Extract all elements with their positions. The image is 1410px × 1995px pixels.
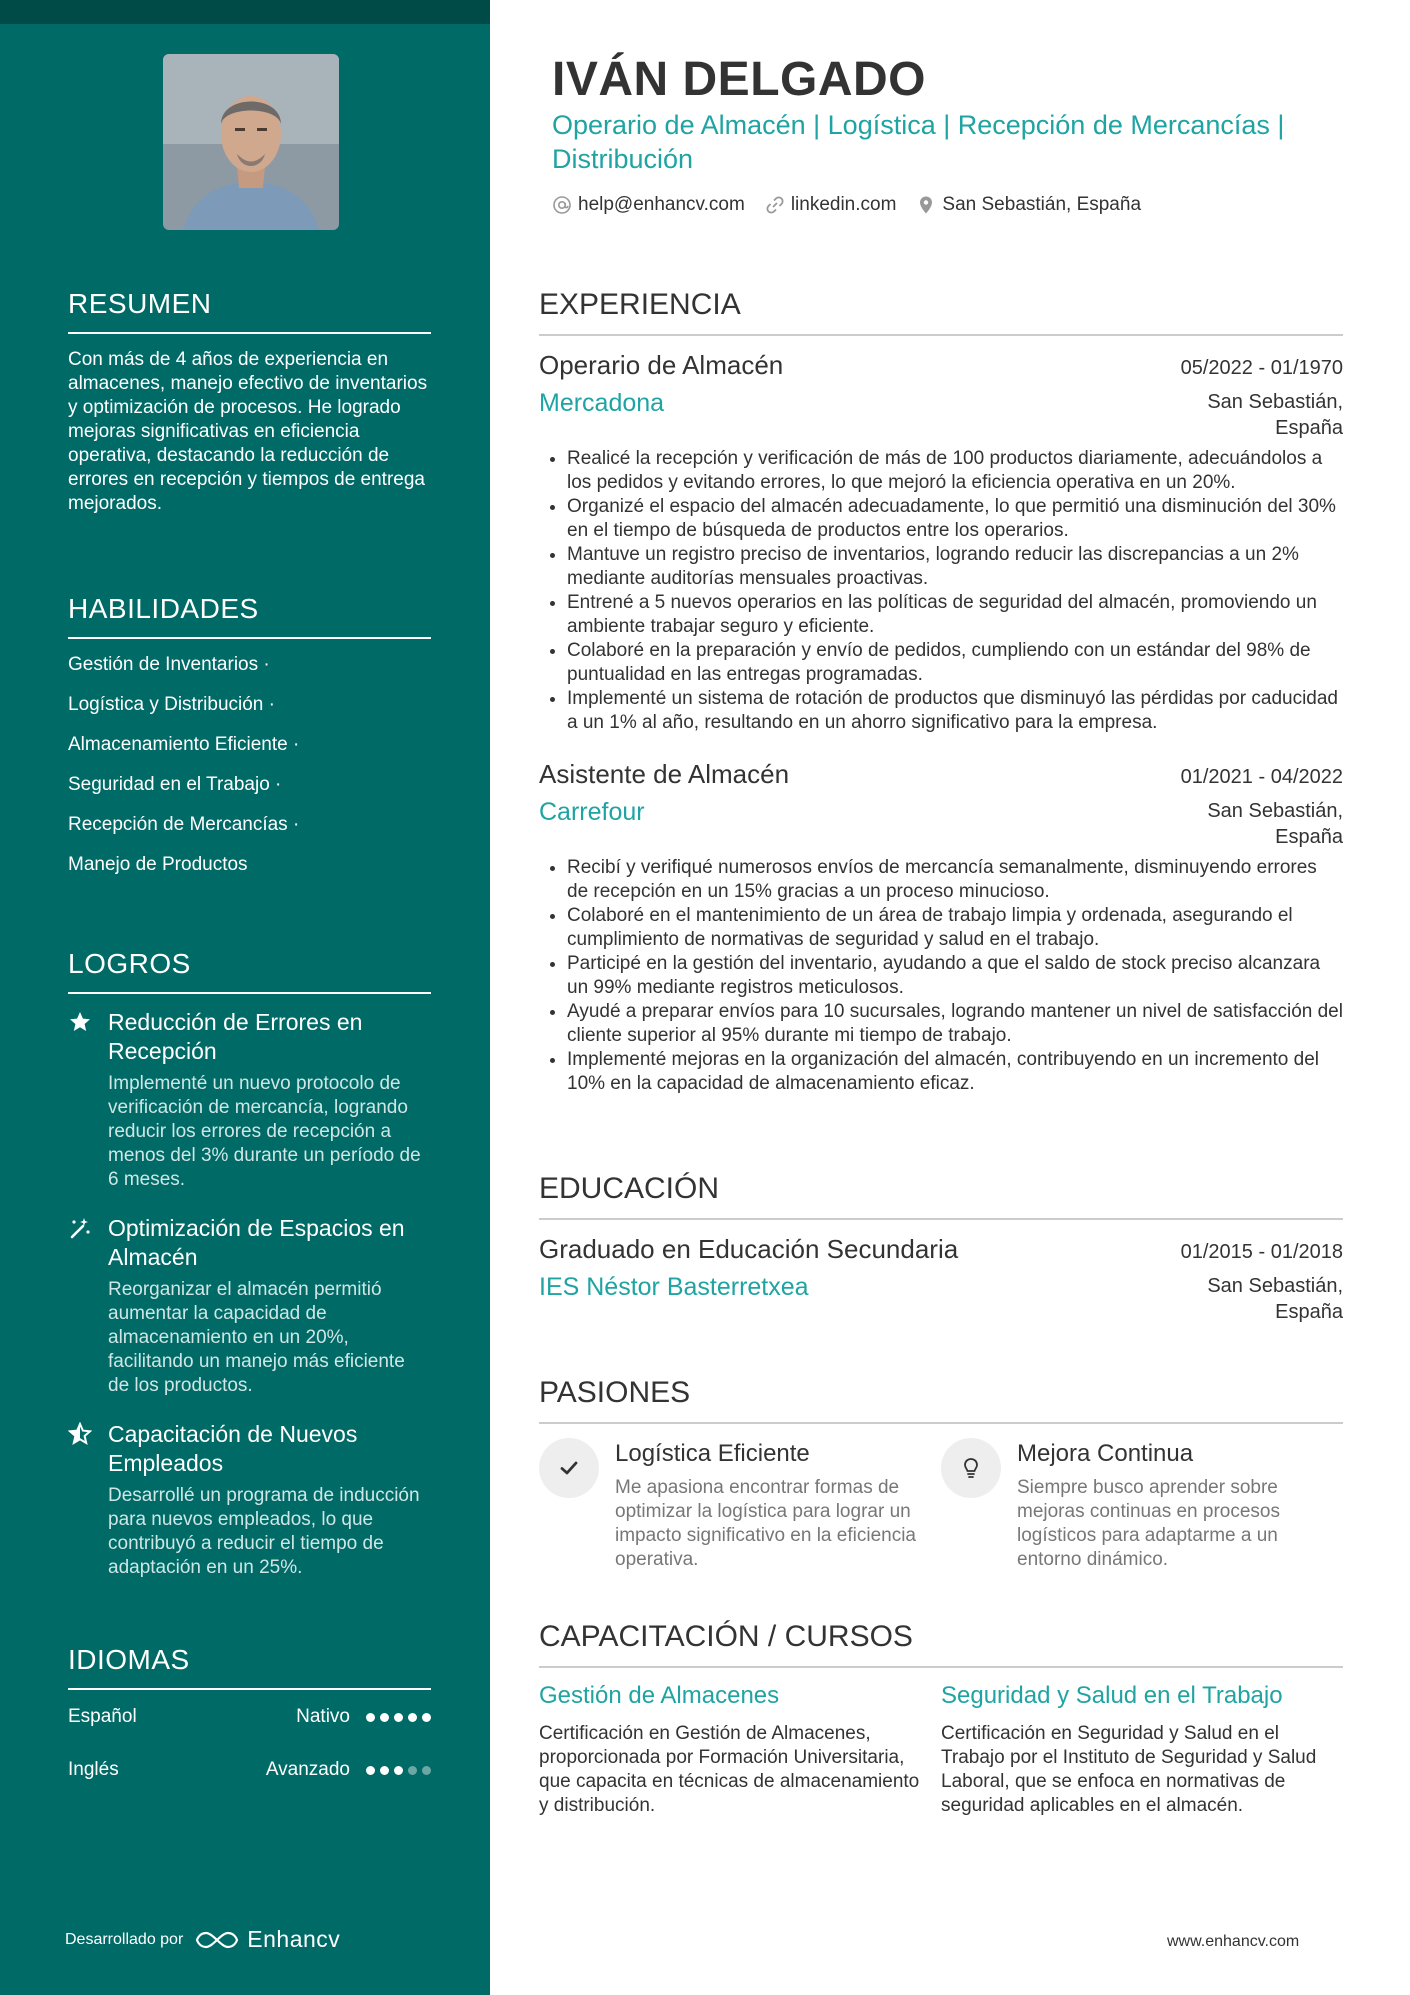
rating-dot bbox=[394, 1713, 403, 1722]
at-icon bbox=[552, 195, 572, 215]
job-bullets bbox=[539, 447, 1343, 735]
course-item bbox=[539, 1682, 941, 1818]
company-name: Mercadona bbox=[539, 389, 665, 417]
bullet-item: • Participé en la gestión del inventario, ayudando a que el saldo de stock preciso alcanzara un 99% mediante registros meticulosos. bbox=[567, 952, 1343, 1000]
bullet-item: • Implementé un sistema de rotación de productos que disminuyó las pérdidas por caducidad a un 1% al año, resultando en un ahorro significativo para la empresa. bbox=[567, 687, 1343, 735]
bullet-item: • Mantuve un registro preciso de inventarios, logrando reducir las discrepancias a un 2% mediante auditorías mensuales proactivas. bbox=[567, 543, 1343, 591]
brand-name: Enhancv bbox=[247, 1926, 341, 1952]
job-location-line2: España bbox=[1275, 417, 1343, 439]
rating-dot bbox=[366, 1766, 375, 1775]
bullet-item: • Realicé la recepción y verificación de más de 100 productos diariamente, adecuándolos a los pedidos y evitando errores, lo que mejoró la eficiencia operativa en un 20%. bbox=[567, 447, 1343, 495]
rating-dot bbox=[380, 1713, 389, 1722]
footer-developed-by bbox=[65, 1926, 340, 1953]
skills-section bbox=[68, 593, 431, 893]
passion-desc: Siempre busco aprender sobre mejoras continuas en procesos logísticos para adaptarme a un entorno dinámico. bbox=[1017, 1477, 1280, 1570]
achievement-desc: Reorganizar el almacén permitió aumentar la capacidad de almacenamiento en un 20%, facilitando un manejo más eficiente de los productos. bbox=[108, 1279, 405, 1396]
language-level: Nativo bbox=[296, 1706, 350, 1727]
skill-item: Recepción de Mercancías · bbox=[68, 814, 300, 835]
passion-desc: Me apasiona encontrar formas de optimizar la logística para lograr un impacto significativo en la eficiencia operativa. bbox=[615, 1477, 916, 1570]
bullet-item: • Colaboré en el mantenimiento de un área de trabajo limpia y ordenada, asegurando el cumplimiento de normativas de seguridad y salud en el trabajo. bbox=[567, 904, 1343, 952]
star-icon bbox=[68, 1008, 108, 1192]
skill-item: Almacenamiento Eficiente · bbox=[68, 734, 300, 755]
rating-dot bbox=[422, 1713, 431, 1722]
language-name: Inglés bbox=[68, 1759, 119, 1780]
languages-section bbox=[68, 1644, 431, 1810]
bullet-item: • Ayudé a preparar envíos para 10 sucursales, logrando mantener un nivel de satisfacción del cliente superior al 95% durante mi tiempo de trabajo. bbox=[567, 1000, 1343, 1048]
summary-text: Con más de 4 años de experiencia en almacenes, manejo efectivo de inventarios y optimización de procesos. He logrado mejoras significativas en eficiencia operativa, destacando la reducción de errores en recepción y tiempos de entrega mejorados. bbox=[68, 349, 428, 514]
summary-title: RESUMEN bbox=[68, 288, 431, 334]
check-icon bbox=[539, 1438, 599, 1498]
location-pin-icon bbox=[916, 195, 936, 215]
education-title: EDUCACIÓN bbox=[539, 1172, 1343, 1220]
linkedin-contact[interactable] bbox=[765, 194, 897, 216]
email-contact[interactable] bbox=[552, 194, 745, 216]
language-level: Avanzado bbox=[265, 1759, 350, 1780]
location-contact bbox=[916, 194, 1141, 216]
rating-dot bbox=[366, 1713, 375, 1722]
course-title: Seguridad y Salud en el Trabajo bbox=[941, 1682, 1283, 1709]
language-rating bbox=[366, 1713, 431, 1722]
job-title: Operario de Almacén bbox=[539, 350, 784, 380]
wand-icon bbox=[68, 1214, 108, 1398]
job-location-line1: San Sebastián, bbox=[1207, 391, 1343, 413]
location-text: San Sebastián, España bbox=[942, 194, 1142, 215]
rating-dot bbox=[408, 1766, 417, 1775]
achievement-title: Optimización de Espacios en Almacén bbox=[108, 1215, 405, 1270]
email-text: help@enhancv.com bbox=[578, 194, 745, 215]
rating-dot bbox=[380, 1766, 389, 1775]
job-location-line1: San Sebastián, bbox=[1207, 800, 1343, 822]
language-name: Español bbox=[68, 1706, 137, 1727]
skill-item: Logística y Distribución · bbox=[68, 694, 275, 715]
education-section bbox=[539, 1172, 1343, 1325]
passion-title: Mejora Continua bbox=[1017, 1440, 1194, 1467]
bullet-item: • Organizé el espacio del almacén adecuadamente, lo que permitió una disminución del 30% en el tiempo de búsqueda de productos entre los operarios. bbox=[567, 495, 1343, 543]
job-dates: 05/2022 - 01/1970 bbox=[1180, 357, 1343, 379]
skill-item: Gestión de Inventarios · bbox=[68, 654, 270, 675]
sidebar bbox=[0, 0, 490, 1995]
half-star-icon bbox=[68, 1420, 108, 1580]
summary-section bbox=[68, 288, 431, 516]
course-item bbox=[941, 1682, 1343, 1818]
achievement-item bbox=[68, 1420, 431, 1580]
courses-section bbox=[539, 1620, 1343, 1818]
contact-bar bbox=[552, 194, 1161, 216]
enhancv-logo[interactable] bbox=[195, 1926, 340, 1953]
languages-title: IDIOMAS bbox=[68, 1644, 431, 1690]
bullet-item: • Implementé mejoras en la organización del almacén, contribuyendo en un incremento del 10% en la capacidad de almacenamiento eficaz. bbox=[567, 1048, 1343, 1096]
job-dates: 01/2021 - 04/2022 bbox=[1180, 766, 1343, 788]
skills-list bbox=[68, 653, 431, 877]
passions-section bbox=[539, 1376, 1343, 1572]
achievement-desc: Desarrollé un programa de inducción para nuevos empleados, lo que contribuyó a reducir el tiempo de adaptación en un 25%. bbox=[108, 1485, 420, 1578]
lightbulb-icon bbox=[941, 1438, 1001, 1498]
rating-dot bbox=[394, 1766, 403, 1775]
degree-title: Graduado en Educación Secundaria bbox=[539, 1234, 959, 1264]
link-icon bbox=[765, 195, 785, 215]
developed-by-label: Desarrollado por bbox=[65, 1930, 184, 1948]
bullet-item: • Entrené a 5 nuevos operarios en las políticas de seguridad del almacén, promoviendo un ambiente trabajar seguro y eficiente. bbox=[567, 591, 1343, 639]
headline: Operario de Almacén | Logística | Recepción de Mercancías | Distribución bbox=[552, 110, 1285, 174]
company-name: Carrefour bbox=[539, 798, 645, 826]
bullet-item: • Recibí y verifiqué numerosos envíos de mercancía semanalmente, disminuyendo errores de recepción en un 15% gracias a un proceso minucioso. bbox=[567, 856, 1343, 904]
skill-item: Seguridad en el Trabajo · bbox=[68, 774, 282, 795]
language-row bbox=[68, 1757, 431, 1783]
website-link[interactable]: www.enhancv.com bbox=[1167, 1933, 1300, 1950]
job-location bbox=[1207, 389, 1343, 441]
experience-title: EXPERIENCIA bbox=[539, 288, 1343, 336]
linkedin-text: linkedin.com bbox=[790, 194, 897, 215]
achievements-section bbox=[68, 948, 431, 1602]
skill-item: Manejo de Productos bbox=[68, 854, 248, 875]
job-location bbox=[1207, 798, 1343, 850]
education-location-line2: España bbox=[1275, 1301, 1343, 1323]
passion-item bbox=[539, 1438, 941, 1572]
infinity-icon bbox=[195, 1929, 239, 1951]
job-location-line2: España bbox=[1275, 826, 1343, 848]
rating-dot bbox=[422, 1766, 431, 1775]
achievement-title: Capacitación de Nuevos Empleados bbox=[108, 1421, 358, 1476]
passions-title: PASIONES bbox=[539, 1376, 1343, 1424]
candidate-name: IVÁN DELGADO bbox=[552, 53, 927, 106]
job-entry bbox=[539, 350, 1343, 735]
course-title: Gestión de Almacenes bbox=[539, 1682, 780, 1709]
achievements-title: LOGROS bbox=[68, 948, 431, 994]
school-name: IES Néstor Basterretxea bbox=[539, 1273, 809, 1301]
course-desc: Certificación en Seguridad y Salud en el Trabajo por el Instituto de Seguridad y Salud Laboral, que se enfoca en normativas de seguridad aplicables en el almacén. bbox=[941, 1723, 1317, 1816]
skills-title: HABILIDADES bbox=[68, 593, 431, 639]
achievement-desc: Implementé un nuevo protocolo de verificación de mercancía, logrando reducir los errores de recepción a menos del 3% durante un período de 6 meses. bbox=[108, 1073, 421, 1190]
bullet-item: • Colaboré en la preparación y envío de pedidos, cumpliendo con un estándar del 98% de puntualidad en las entregas programadas. bbox=[567, 639, 1343, 687]
passion-title: Logística Eficiente bbox=[615, 1440, 810, 1467]
language-row bbox=[68, 1704, 431, 1730]
profile-photo bbox=[163, 54, 339, 230]
job-entry bbox=[539, 759, 1343, 1096]
passion-item bbox=[941, 1438, 1343, 1572]
education-dates: 01/2015 - 01/2018 bbox=[1180, 1241, 1343, 1263]
course-desc: Certificación en Gestión de Almacenes, proporcionada por Formación Universitaria, que capacita en técnicas de almacenamiento y distribución. bbox=[539, 1723, 920, 1816]
job-bullets bbox=[539, 856, 1343, 1096]
achievement-item bbox=[68, 1008, 431, 1192]
achievement-title: Reducción de Errores en Recepción bbox=[108, 1009, 363, 1064]
achievement-item bbox=[68, 1214, 431, 1398]
job-title: Asistente de Almacén bbox=[539, 759, 790, 789]
courses-title: CAPACITACIÓN / CURSOS bbox=[539, 1620, 1343, 1668]
sidebar-top-bar bbox=[0, 0, 490, 24]
education-location bbox=[1207, 1273, 1343, 1325]
language-rating bbox=[366, 1766, 431, 1775]
experience-section bbox=[539, 288, 1343, 1096]
rating-dot bbox=[408, 1713, 417, 1722]
education-location-line1: San Sebastián, bbox=[1207, 1275, 1343, 1297]
